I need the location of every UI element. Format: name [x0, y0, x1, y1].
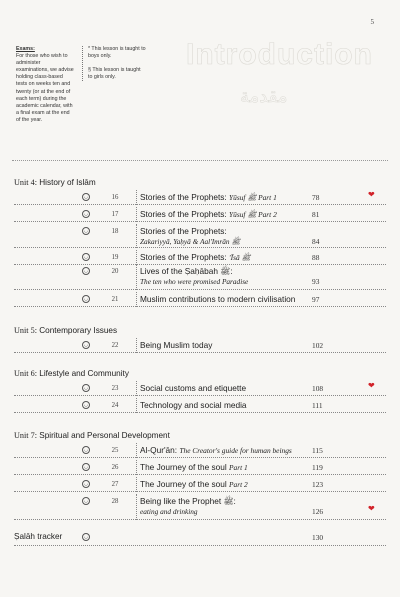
lesson-title [140, 445, 292, 455]
lesson-row[interactable] [14, 264, 386, 290]
checkbox-icon[interactable]: ◡ [83, 385, 89, 391]
heart-icon: ❤ [368, 190, 375, 199]
lesson-title [140, 252, 250, 264]
page-ref: 84 [312, 237, 320, 246]
lesson-number: 26 [111, 464, 119, 471]
checkbox-icon[interactable]: ◡ [83, 211, 89, 217]
unit-heading [14, 326, 117, 335]
column-divider [136, 443, 137, 458]
column-divider [136, 207, 137, 222]
lesson-number: 20 [111, 268, 119, 275]
checkbox-icon[interactable]: ◡ [83, 402, 89, 408]
lesson-subtitle: The ten who were promised Paradise [140, 277, 249, 286]
unit-name: Contemporary Issues [39, 326, 118, 335]
page-ref: 97 [312, 295, 320, 304]
unit-heading [14, 431, 170, 440]
lesson-title [140, 192, 277, 204]
lesson-row[interactable] [14, 250, 386, 265]
lesson-title-text: Stories of the Prophets: [140, 252, 227, 262]
lesson-row[interactable] [14, 224, 386, 248]
lesson-title-text: The Journey of the soul [140, 462, 227, 472]
page-ref: 130 [312, 533, 324, 542]
lesson-title-italic: The Creator's guide for human beings [179, 446, 292, 455]
page-ref: 111 [312, 401, 323, 410]
lesson-title-text: Muslim contributions to modern civilisation [140, 294, 296, 304]
lesson-title-text: Lives of the Ṣaḥābah ﷺ: [140, 266, 233, 276]
lesson-number: 27 [111, 481, 119, 488]
page-ref: 123 [312, 480, 324, 489]
lesson-subtitle: eating and drinking [140, 507, 198, 516]
lesson-row[interactable] [14, 398, 386, 413]
column-divider [136, 292, 137, 307]
unit-label: Unit 5: [14, 326, 37, 335]
column-divider [136, 224, 137, 248]
column-divider [136, 398, 137, 413]
note-boys: * This lesson is taught to boys only. [88, 46, 146, 60]
checkbox-icon[interactable]: ◡ [83, 481, 89, 487]
lesson-row[interactable] [14, 381, 386, 396]
page-ref: 126 [312, 507, 324, 516]
lesson-number: 21 [111, 296, 119, 303]
lesson-title [140, 209, 277, 221]
page-ref: 102 [312, 341, 324, 350]
checkbox-icon[interactable]: ◡ [83, 464, 89, 470]
checkbox-icon[interactable]: ◡ [83, 447, 89, 453]
unit-label: Unit 4: [14, 178, 37, 187]
lesson-number: 23 [111, 385, 119, 392]
lesson-title-text: Being Muslim today [140, 340, 213, 350]
unit-label: Unit 6: [14, 369, 37, 378]
exams-note [16, 46, 74, 124]
lesson-title-text: Al-Qur'ān: [140, 445, 178, 455]
lesson-number: 24 [111, 402, 119, 409]
lesson-title-italic: 'Īsā ﷺ [229, 253, 251, 262]
column-divider [136, 264, 137, 290]
unit-name: Spiritual and Personal Development [39, 431, 170, 440]
lesson-number: 19 [111, 254, 119, 261]
lesson-number: 16 [111, 194, 119, 201]
lesson-title-italic: Part 1 [229, 463, 248, 472]
page-ref: 93 [312, 277, 320, 286]
checkbox-icon[interactable]: ◡ [83, 498, 89, 504]
lesson-title-text: Social customs and etiquette [140, 383, 247, 393]
lesson-title-text: The Journey of the soul [140, 479, 227, 489]
audience-notes [82, 46, 146, 81]
column-divider [136, 338, 137, 353]
page-number: 5 [370, 18, 374, 26]
column-divider [136, 190, 137, 205]
lesson-title-italic: Part 2 [229, 480, 248, 489]
lesson-title-text: Stories of the Prophets: [140, 226, 227, 236]
checkbox-icon[interactable]: ◡ [83, 228, 89, 234]
page-ref: 119 [312, 463, 323, 472]
lesson-number: 18 [111, 228, 119, 235]
lesson-title [140, 400, 247, 410]
column-divider [136, 381, 137, 396]
lesson-title [140, 294, 295, 304]
page-ref: 88 [312, 253, 320, 262]
lesson-row[interactable] [14, 494, 386, 520]
watermark-arabic: مقدمة [240, 86, 288, 106]
lesson-number: 22 [111, 342, 119, 349]
watermark-title: Introduction [186, 38, 373, 71]
checkbox-icon[interactable]: ◡ [83, 296, 89, 302]
unit-heading [14, 178, 96, 187]
lesson-number: 17 [111, 211, 119, 218]
lesson-row[interactable] [14, 207, 386, 222]
lesson-title [140, 226, 227, 236]
column-divider [136, 494, 137, 520]
checkbox-icon[interactable]: ◡ [83, 268, 89, 274]
lesson-row[interactable] [14, 190, 386, 205]
checkbox-icon[interactable]: ◡ [83, 254, 89, 260]
column-divider [136, 460, 137, 475]
exams-title: Exams: [16, 46, 35, 52]
lesson-row[interactable] [14, 292, 386, 307]
page-ref: 108 [312, 384, 324, 393]
exams-body: For those who wish to administer examinations, we advise holding class-based tests on weeks ten and twenty (or at the end of each term) during the academic calendar, with a final exam at the end of the year. [16, 53, 74, 123]
salah-tracker-title: Ṣalāh tracker [14, 532, 63, 541]
salah-tracker-row[interactable] [14, 530, 386, 546]
column-divider [136, 477, 137, 492]
lesson-row[interactable] [14, 477, 386, 492]
note-girls: § This lesson is taught to girls only. [88, 67, 141, 81]
lesson-number: 25 [111, 447, 119, 454]
unit-name: History of Islām [39, 178, 96, 187]
page-ref: 78 [312, 193, 320, 202]
lesson-title-text: Stories of the Prophets: [140, 192, 227, 202]
lesson-title-italic: Yūsuf ﷺ Part 2 [229, 210, 277, 219]
lesson-row[interactable] [14, 460, 386, 475]
lesson-title [140, 479, 248, 489]
heart-icon: ❤ [368, 381, 375, 390]
unit-name: Lifestyle and Community [39, 369, 129, 378]
lesson-title [140, 383, 246, 393]
lesson-title-italic: Yūsuf ﷺ Part 1 [229, 193, 277, 202]
lesson-title-text: Technology and social media [140, 400, 247, 410]
lesson-subtitle: Zakariyyā, Yaḥyā & Aal'Imrān ﷺ [140, 237, 241, 246]
lesson-title-text: Stories of the Prophets: [140, 209, 227, 219]
unit-label: Unit 7: [14, 431, 37, 440]
unit-heading [14, 369, 129, 378]
page-ref: 115 [312, 446, 323, 455]
column-divider [136, 250, 137, 265]
heart-icon: ❤ [368, 504, 375, 513]
lesson-title-text: Being like the Prophet ﷺ: [140, 496, 236, 506]
checkbox-icon[interactable]: ◡ [83, 342, 89, 348]
checkbox-icon[interactable]: ◡ [83, 535, 89, 540]
checkbox-icon[interactable]: ◡ [83, 194, 89, 200]
lesson-title [140, 340, 212, 350]
lesson-row[interactable] [14, 443, 386, 458]
section-divider [12, 160, 388, 161]
lesson-number: 28 [111, 498, 119, 505]
lesson-title [140, 462, 248, 472]
page-ref: 81 [312, 210, 320, 219]
lesson-row[interactable] [14, 338, 386, 353]
